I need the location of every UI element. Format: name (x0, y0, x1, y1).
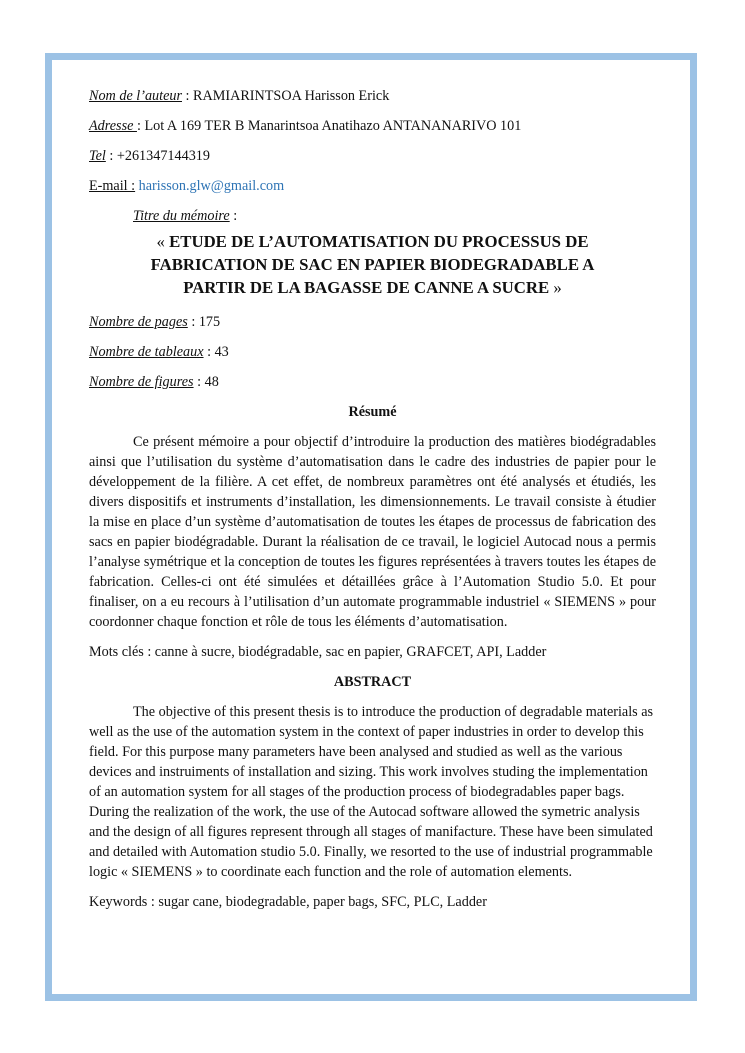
document-content (89, 86, 656, 922)
thesis-open-quote: « (156, 232, 170, 251)
abstract-paragraph: The objective of this present thesis is to introduce the production of degradable materials as well as the use of the automation system in the context of paper industries in order to develop this field. For this purpose many parameters have been analysed and studied as well as the various devices and instruiments of installation and sizing. This work involves studing the implementation of an automation system for all stages of the production process of biodegradables paper bags. During the realization of the work, the use of the Autocad software allowed the symetric analysis and the design of all figures represent through all stages of manifacture. These have been simulated and detailed with Automation studio 5.0. Finally, we resorted to the use of industrial programmable logic « SIEMENS » to coordinate each function and the role of automation elements. (89, 704, 654, 880)
author-value: : RAMIARINTSOA Harisson Erick (182, 88, 390, 104)
address-value: : Lot A 169 TER B Manarintsoa Anatihazo ANTANANARIVO 101 (136, 118, 522, 134)
address-line (89, 116, 656, 136)
author-line (89, 86, 656, 106)
phone-value: : +261347144319 (105, 148, 210, 164)
pages-count-line (89, 312, 656, 332)
thesis-close-quote: » (549, 278, 562, 297)
tables-count-line (89, 342, 656, 362)
figures-count-value: : 48 (193, 374, 219, 390)
email-label: E-mail : (89, 178, 136, 194)
tables-count-label: Nombre de tableaux (89, 344, 204, 360)
thesis-label-line (133, 206, 656, 226)
resume-paragraph: Ce présent mémoire a pour objectif d’introduire la production des matières biodégradables ainsi que l’utilisation du système d’automatisation dans le cadre des industries de papier pour le développement de la filière. A cet effet, de nombreux paramètres ont été analysés et étudiés, les divers dispositifs et instruments d’installation, les dimensionnements. Le travail consiste à étudier la mise en place d’un système d’automatisation de toutes les étapes de processus de fabrication des sacs en papier biodégradable. Durant la réalisation de ce travail, le logiciel Autocad nous a permis l’analyse symétrique et la conception de toutes les figures représentées à travers toutes les étapes de fabrication. Celles-ci ont été simulées et détaillées grâce à l’Automation Studio 5.0. Et pour finaliser, on a eu recours à l’utilisation d’un automate programmable industriel « SIEMENS » pour coordonner chaque fonction et rôle de tous les éléments d’automatisation. (89, 434, 656, 630)
resume-heading: Résumé (348, 404, 397, 420)
thesis-label: Titre du mémoire (133, 208, 230, 224)
email-line (89, 176, 656, 196)
email-link[interactable]: harisson.glw@gmail.com (138, 178, 285, 194)
abstract-heading: ABSTRACT (333, 674, 412, 690)
figures-count-label: Nombre de figures (89, 374, 194, 390)
phone-label: Tel (89, 148, 106, 164)
address-label: Adresse (89, 118, 137, 134)
resume-keywords: Mots clés : canne à sucre, biodégradable, sac en papier, GRAFCET, API, Ladder (89, 644, 547, 660)
abstract-keywords: Keywords : sugar cane, biodegradable, paper bags, SFC, PLC, Ladder (89, 894, 487, 910)
author-label: Nom de l’auteur (89, 88, 182, 104)
phone-line (89, 146, 656, 166)
pages-count-value: : 175 (187, 314, 221, 330)
figures-count-line (89, 372, 656, 392)
thesis-label-suffix: : (229, 208, 238, 224)
thesis-title-text: ETUDE DE L’AUTOMATISATION DU PROCESSUS DE FABRICATION DE SAC EN PAPIER BIODEGRADABLE A PARTIR DE LA BAGASSE DE CANNE A SUCRE (150, 232, 595, 297)
tables-count-value: : 43 (203, 344, 229, 360)
pages-count-label: Nombre de pages (89, 314, 188, 330)
thesis-title (89, 230, 656, 299)
